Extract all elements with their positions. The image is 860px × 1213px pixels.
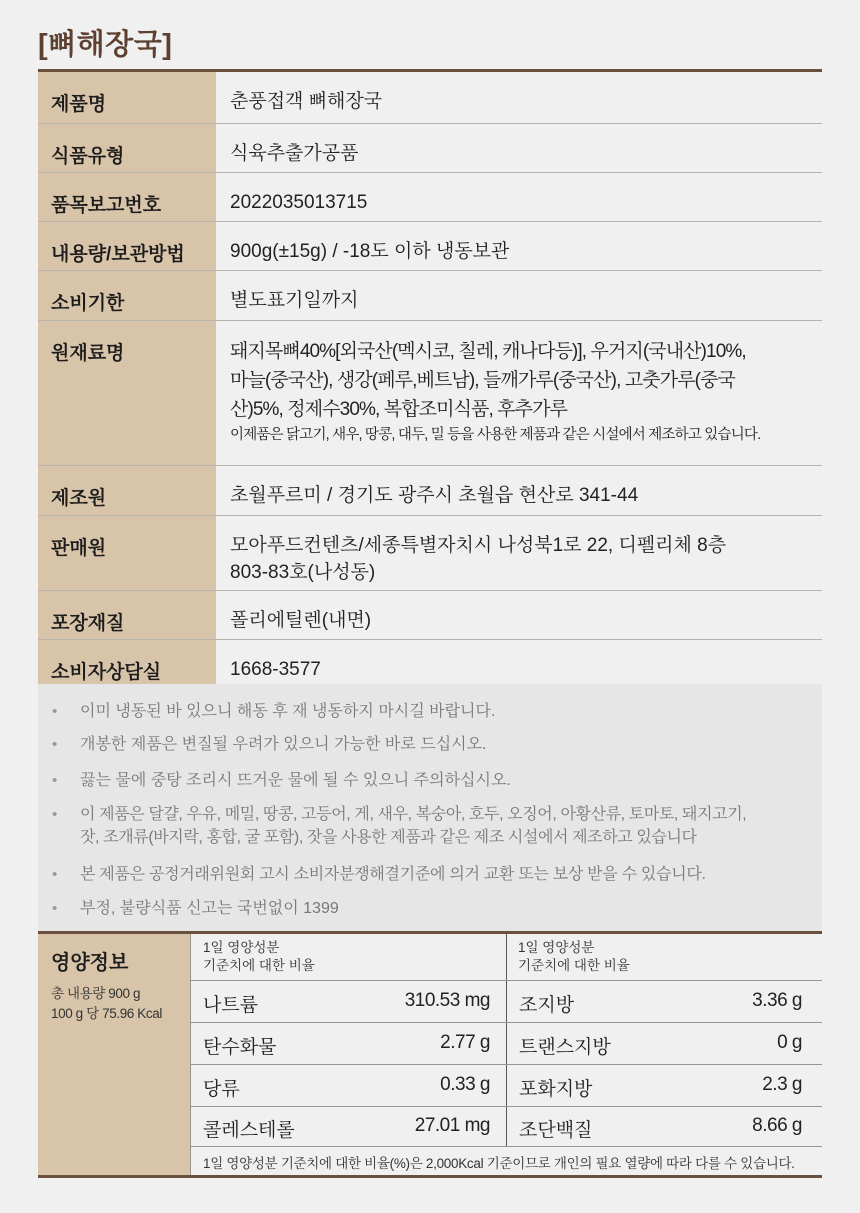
bullet-icon: • bbox=[52, 772, 58, 789]
nutrient-value: 27.01 mg bbox=[414, 1115, 490, 1136]
allergen-note: 이제품은 닭고기, 새우, 땅콩, 대두, 밀 등을 사용한 제품과 같은 시설에서 제조하고 있습니다. bbox=[230, 427, 761, 443]
notice-item bbox=[52, 897, 812, 920]
info-value-line: 2022035013715 bbox=[230, 192, 368, 213]
info-value-line: 돼지목뼈40%[외국산(멕시코, 칠레, 캐나다등)], 우거지(국내산)10%, bbox=[230, 341, 746, 362]
row-divider bbox=[190, 1064, 822, 1065]
info-value-line: 900g(±15g) / -18도 이하 냉동보관 bbox=[230, 241, 510, 262]
info-value-line: 식육추출가공품 bbox=[230, 143, 359, 164]
header-line: 기준치에 대한 비율 bbox=[203, 958, 315, 973]
info-value-line: 모아푸드컨텐츠/세종특별자치시 나성북1로 22, 디펠리체 8층 bbox=[230, 535, 727, 556]
total-volume: 총 내용량 900 g bbox=[51, 986, 141, 1001]
info-label: 제조원 bbox=[38, 466, 216, 515]
nutrient-name: 탄수화물 bbox=[203, 1037, 277, 1058]
info-row-manufacturer bbox=[38, 466, 822, 516]
nutrient-value: 8.66 g bbox=[752, 1115, 802, 1136]
nutrition-total bbox=[51, 984, 162, 1024]
info-label: 포장재질 bbox=[38, 591, 216, 639]
notice-item bbox=[52, 863, 812, 886]
row-divider bbox=[190, 1146, 822, 1147]
row-divider bbox=[190, 1106, 822, 1107]
nutrient-value: 3.36 g bbox=[752, 990, 802, 1011]
notice-text: 이미 냉동된 바 있으니 해동 후 재 냉동하지 마시길 바랍니다. bbox=[80, 703, 496, 720]
bullet-icon: • bbox=[52, 900, 58, 917]
nutrition-table bbox=[38, 934, 822, 1178]
column-divider bbox=[190, 934, 191, 1175]
info-row-report-number bbox=[38, 173, 822, 222]
info-row-product-name bbox=[38, 72, 822, 124]
info-value-line: 별도표기일까지 bbox=[230, 290, 359, 311]
nutrient-value: 0 g bbox=[777, 1032, 802, 1053]
info-row-customer-center bbox=[38, 640, 822, 688]
column-divider bbox=[506, 934, 507, 1146]
nutrition-footnote: 1일 영양성분 기준치에 대한 비율(%)은 2,000Kcal 기준이므로 개인의 필요 열량에 따라 다를 수 있습니다. bbox=[203, 1156, 795, 1171]
info-label: 품목보고번호 bbox=[38, 173, 216, 221]
nutrition-title: 영양정보 bbox=[51, 952, 129, 974]
notice-item bbox=[52, 733, 812, 756]
notice-text: 끓는 물에 중탕 조리시 뜨거운 물에 될 수 있으니 주의하십시오. bbox=[80, 772, 511, 789]
info-label: 소비자상담실 bbox=[38, 640, 216, 687]
nutrient-name: 콜레스테롤 bbox=[203, 1120, 295, 1141]
info-label: 소비기한 bbox=[38, 271, 216, 320]
info-value-line: 산)5%, 정제수30%, 복합조미식품, 후추가루 bbox=[230, 399, 568, 420]
info-value-line: 초월푸르미 / 경기도 광주시 초월읍 현산로 341-44 bbox=[230, 485, 639, 506]
info-value bbox=[216, 516, 822, 590]
info-value-line: 춘풍접객 뼈해장국 bbox=[230, 91, 383, 112]
product-info-table bbox=[38, 69, 822, 688]
header-line: 1일 영양성분 bbox=[203, 940, 280, 955]
nutrient-name: 조단백질 bbox=[519, 1120, 593, 1141]
total-calories: 100 g 당 75.96 Kcal bbox=[51, 1006, 162, 1021]
info-value bbox=[216, 591, 822, 639]
notice-text: 본 제품은 공정거래위원회 고시 소비자분쟁해결기준에 의거 교환 또는 보상 받을 수 있습니다. bbox=[80, 866, 706, 883]
info-label: 제품명 bbox=[38, 72, 216, 123]
nutrient-value: 2.3 g bbox=[762, 1074, 802, 1095]
nutrition-summary bbox=[38, 934, 190, 1175]
info-value-line: 803-83호(나성동) bbox=[230, 562, 376, 583]
row-divider bbox=[190, 980, 822, 981]
daily-value-header-right bbox=[518, 939, 630, 975]
info-value bbox=[216, 124, 822, 172]
notice-text: 부정, 불량식품 신고는 국번없이 1399 bbox=[80, 900, 339, 917]
bullet-icon: • bbox=[52, 806, 58, 823]
notice-text: 잣, 조개류(바지락, 홍합, 굴 포함), 잣을 사용한 제품과 같은 제조 시설에서 제조하고 있습니다 bbox=[80, 829, 697, 846]
info-value bbox=[216, 466, 822, 515]
nutrient-name: 포화지방 bbox=[519, 1079, 593, 1100]
bullet-icon: • bbox=[52, 703, 58, 720]
info-row-food-type bbox=[38, 124, 822, 173]
info-value-line: 1668-3577 bbox=[230, 659, 321, 680]
header-line: 1일 영양성분 bbox=[518, 940, 595, 955]
row-divider bbox=[190, 1022, 822, 1023]
info-row-seller bbox=[38, 516, 822, 591]
info-label: 원재료명 bbox=[38, 321, 216, 465]
info-value bbox=[216, 321, 822, 465]
info-row-expiry bbox=[38, 271, 822, 321]
info-label: 판매원 bbox=[38, 516, 216, 590]
info-row-volume-storage bbox=[38, 222, 822, 271]
notice-item bbox=[52, 700, 812, 723]
info-value bbox=[216, 72, 822, 123]
nutrient-name: 트랜스지방 bbox=[519, 1037, 611, 1058]
nutrient-value: 0.33 g bbox=[440, 1074, 490, 1095]
info-label: 식품유형 bbox=[38, 124, 216, 172]
info-value-line: 폴리에틸렌(내면) bbox=[230, 610, 372, 631]
header-line: 기준치에 대한 비율 bbox=[518, 958, 630, 973]
info-row-ingredients bbox=[38, 321, 822, 466]
bullet-icon: • bbox=[52, 866, 58, 883]
page-title: [뼈해장국] bbox=[38, 29, 173, 61]
notice-item bbox=[52, 769, 812, 792]
info-value bbox=[216, 271, 822, 320]
daily-value-header-left bbox=[203, 939, 315, 975]
bullet-icon: • bbox=[52, 736, 58, 753]
info-value bbox=[216, 222, 822, 270]
notice-item bbox=[52, 803, 812, 849]
notice-text: 이 제품은 달걀, 우유, 메밀, 땅콩, 고등어, 게, 새우, 복숭아, 호두, 오징어, 아황산류, 토마토, 돼지고기, bbox=[80, 806, 747, 823]
notice-text: 개봉한 제품은 변질될 우려가 있으니 가능한 바로 드십시오. bbox=[80, 736, 487, 753]
nutrient-value: 2.77 g bbox=[440, 1032, 490, 1053]
nutrient-name: 나트륨 bbox=[203, 995, 259, 1016]
info-label: 내용량/보관방법 bbox=[38, 222, 216, 270]
info-value bbox=[216, 173, 822, 221]
info-value-line: 마늘(중국산), 생강(페루,베트남), 들깨가루(중국산), 고춧가루(중국 bbox=[230, 370, 735, 391]
info-value bbox=[216, 640, 822, 687]
nutrient-name: 당류 bbox=[203, 1079, 240, 1100]
notice-list bbox=[38, 684, 822, 934]
nutrient-name: 조지방 bbox=[519, 995, 575, 1016]
nutrient-value: 310.53 mg bbox=[404, 990, 490, 1011]
info-row-packaging bbox=[38, 591, 822, 640]
